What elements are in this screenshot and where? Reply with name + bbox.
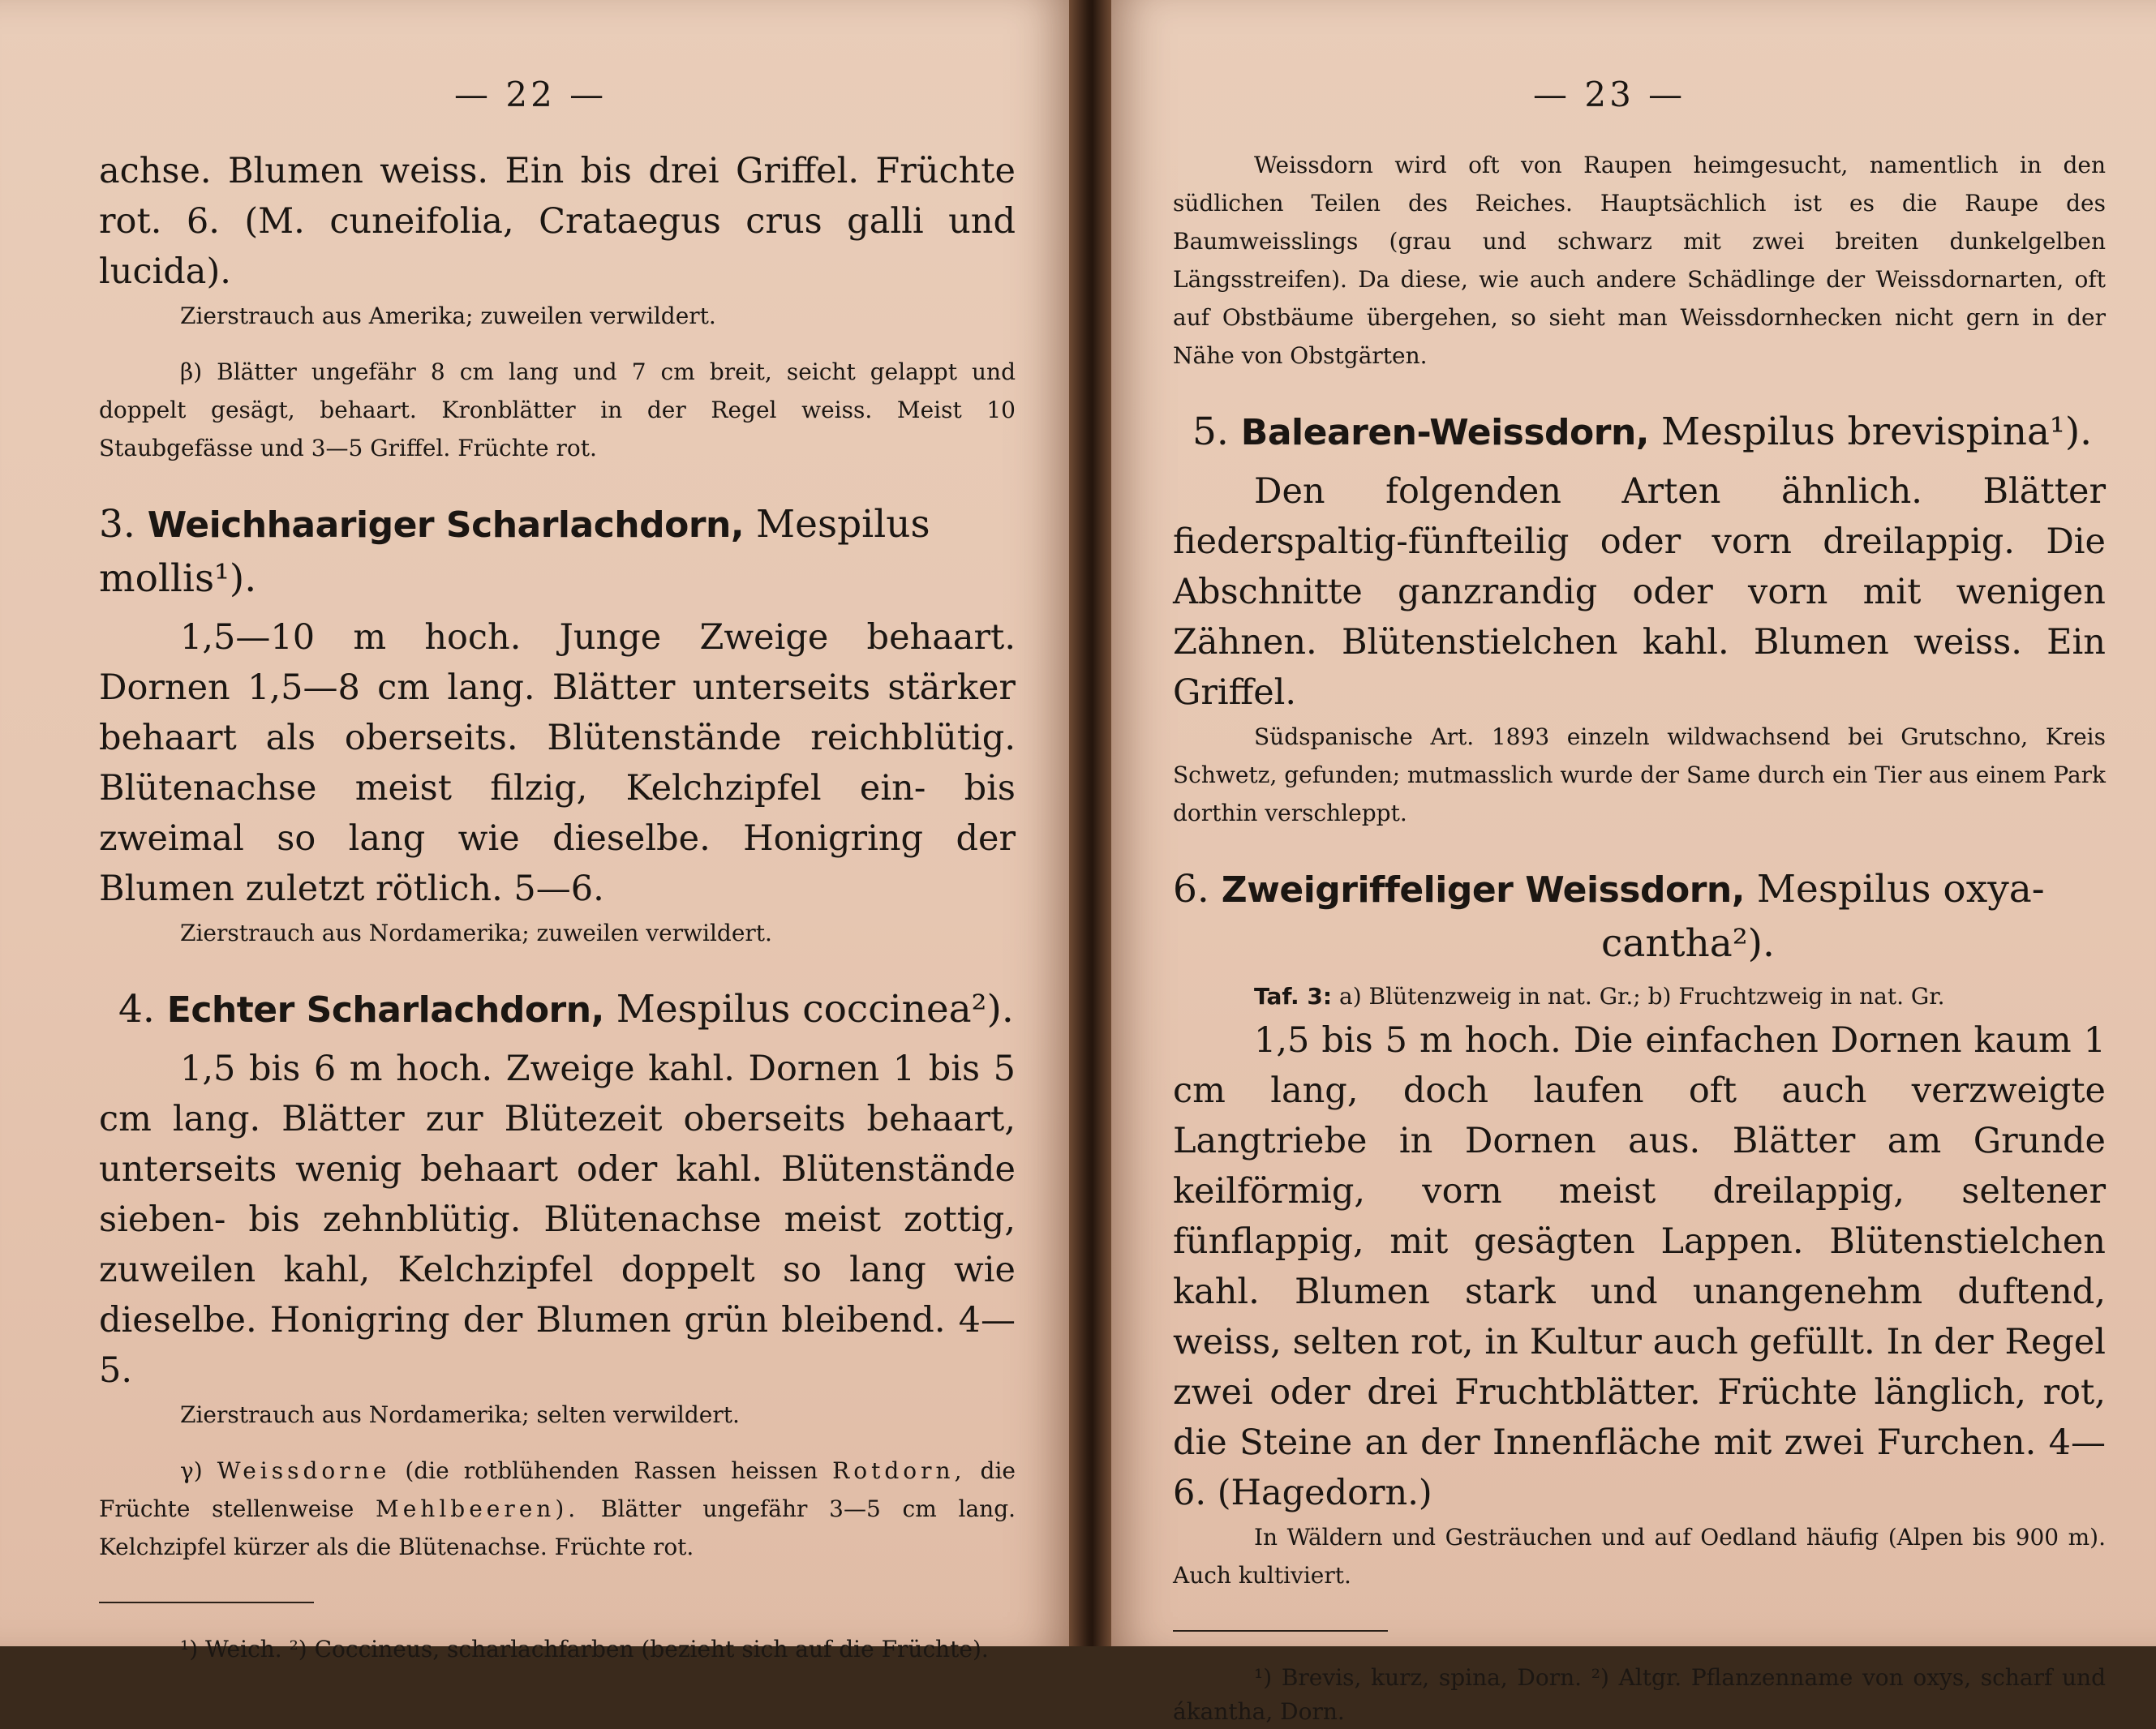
spaced-term: Mehlbeeren). bbox=[376, 1495, 580, 1522]
page-number-left: — 22 — bbox=[454, 75, 608, 114]
species-common-name: Weichhaariger Scharlachdorn, bbox=[147, 504, 745, 546]
species-description: Den folgenden Arten ähnlich. Blätter fiederspaltig-fünfteilig oder vorn dreilappig. Die Abschnitte ganzrandig oder vorn mit wenigen Zähnen. Blütenstielchen kahl. Blumen weiss. Ein Griffel. bbox=[1173, 471, 2106, 713]
species-common-name: Balearen-Weissdorn, bbox=[1240, 412, 1650, 453]
right-page-content bbox=[1173, 146, 2106, 1729]
species-common-name: Echter Scharlachdorn, bbox=[166, 989, 604, 1031]
footnote-rule bbox=[99, 1602, 314, 1603]
species-description: 1,5 bis 6 m hoch. Zweige kahl. Dornen 1 bis 5 cm lang. Blätter zur Blütezeit oberseits behaart, unterseits wenig behaart oder kahl. Blütenstände sieben- bis zehnblütig. Blütenachse meist zottig, zuweilen kahl, Kelchzipfel doppelt so lang wie dieselbe. Honigring der Blumen grün bleibend. 4—5. bbox=[99, 1049, 1016, 1391]
text-run: (die rotblühenden Rassen heissen bbox=[405, 1457, 818, 1484]
footnotes: ¹) Weich. ²) Coccineus, scharlachfarben (bezieht sich auf die Früchte). bbox=[180, 1636, 989, 1662]
species-common-name: Zweigriffeliger Weissdorn, bbox=[1221, 869, 1745, 911]
species-number: 5. bbox=[1192, 410, 1229, 454]
spaced-term: Rotdorn, bbox=[832, 1457, 966, 1484]
right-page bbox=[1111, 0, 2156, 1725]
text-run: die Früchte stellenweise bbox=[99, 1457, 1016, 1522]
species-number: 3. bbox=[99, 502, 135, 547]
plate-caption: a) Blütenzweig in nat. Gr.; b) Fruchtzweig in nat. Gr. bbox=[1339, 983, 1945, 1010]
plate-label: Taf. 3: bbox=[1254, 983, 1333, 1010]
variety-gamma-paragraph bbox=[99, 1452, 1016, 1566]
footnote-rule bbox=[1173, 1630, 1388, 1632]
species-description: 1,5 bis 5 m hoch. Die einfachen Dornen kaum 1 cm lang, doch laufen oft auch verzweigte Langtriebe in Dornen aus. Blätter am Grunde keilförmig, vorn meist dreilappig, seltener fünflappig, mit gesägten Lappen. Blütenstielchen kahl. Blumen stark und unangenehm duftend, weiss, selten rot, in Kultur auch gefüllt. In der Regel zwei oder drei Fruchtblätter. Früchte länglich, rot, die Steine an der Innenfläche mit zwei Furchen. 4—6. (Hagedorn.) bbox=[1173, 1020, 2106, 1513]
species-latin-name: Mespilus brevispina¹). bbox=[1660, 410, 2093, 454]
species-latin-name-continued: cantha²). bbox=[1601, 921, 1775, 966]
note-paragraph: In Wäldern und Gesträuchen und auf Oedland häufig (Alpen bis 900 m). Auch kultiviert. bbox=[1173, 1524, 2106, 1589]
species-number: 4. bbox=[118, 987, 155, 1032]
variety-beta-paragraph: β) Blätter ungefähr 8 cm lang und 7 cm breit, seicht gelappt und doppelt gesägt, behaart. Kronblätter in der Regel weiss. Meist 10 Staubgefässe und 3—5 Griffel. Früchte rot. bbox=[99, 358, 1016, 461]
species-heading-4 bbox=[99, 983, 1016, 1037]
page-number-right: — 23 — bbox=[1533, 75, 1686, 114]
species-latin-name: Mespilus coccinea²). bbox=[616, 987, 1014, 1032]
species-latin-name: Mespilus mollis¹). bbox=[99, 502, 930, 601]
species-heading-5 bbox=[1173, 405, 2106, 460]
note-paragraph: Zierstrauch aus Nordamerika; selten verwildert. bbox=[180, 1401, 740, 1428]
note-paragraph: Zierstrauch aus Amerika; zuweilen verwildert. bbox=[180, 302, 716, 329]
species-description: 1,5—10 m hoch. Junge Zweige behaart. Dornen 1,5—8 cm lang. Blätter unterseits stärker behaart als oberseits. Blütenstände reichblütig. Blütenachse meist filzig, Kelchzipfel ein- bis zweimal so lang wie dieselbe. Honigring der Blumen zuletzt rötlich. 5—6. bbox=[99, 617, 1016, 909]
text-run: Blätter ungefähr 3—5 cm lang. Kelchzipfel kürzer als die Blütenachse. Früchte rot. bbox=[99, 1495, 1016, 1560]
paragraph-continuation: achse. Blumen weiss. Ein bis drei Griffel. Früchte rot. 6. (M. cuneifolia, Crataegus crus galli und lucida). bbox=[99, 151, 1016, 292]
left-page-content bbox=[99, 146, 1016, 1667]
species-heading-3 bbox=[99, 498, 1016, 606]
species-heading-6 bbox=[1173, 863, 2106, 971]
book-gutter bbox=[1069, 0, 1111, 1646]
species-latin-name: Mespilus oxya- bbox=[1756, 867, 2045, 912]
note-paragraph: Zierstrauch aus Nordamerika; zuweilen verwildert. bbox=[180, 920, 772, 946]
species-number: 6. bbox=[1173, 867, 1209, 912]
note-paragraph: Südspanische Art. 1893 einzeln wildwachsend bei Grutschno, Kreis Schwetz, gefunden; mutmasslich wurde der Same durch ein Tier aus einem Park dorthin verschleppt. bbox=[1173, 723, 2106, 826]
paragraph-continuation: Weissdorn wird oft von Raupen heimgesucht, namentlich in den südlichen Teilen des Reiches. Hauptsächlich ist es die Raupe des Baumweisslings (grau und schwarz mit zwei breiten dunkelgelben Längsstreifen). Da diese, wie auch andere Schädlinge der Weissdornarten, oft auf Obstbäume übergehen, so sieht man Weissdornhecken nicht gern in der Nähe von Obstgärten. bbox=[1173, 152, 2106, 369]
footnotes: ¹) Brevis, kurz, spina, Dorn. ²) Altgr. Pflanzenname von oxys, scharf und ákantha, Dorn. bbox=[1173, 1664, 2106, 1725]
plate-reference bbox=[1173, 977, 2106, 1015]
variety-label: γ) bbox=[180, 1457, 203, 1484]
left-page bbox=[0, 0, 1069, 1662]
spaced-term: Weissdorne bbox=[217, 1457, 391, 1484]
